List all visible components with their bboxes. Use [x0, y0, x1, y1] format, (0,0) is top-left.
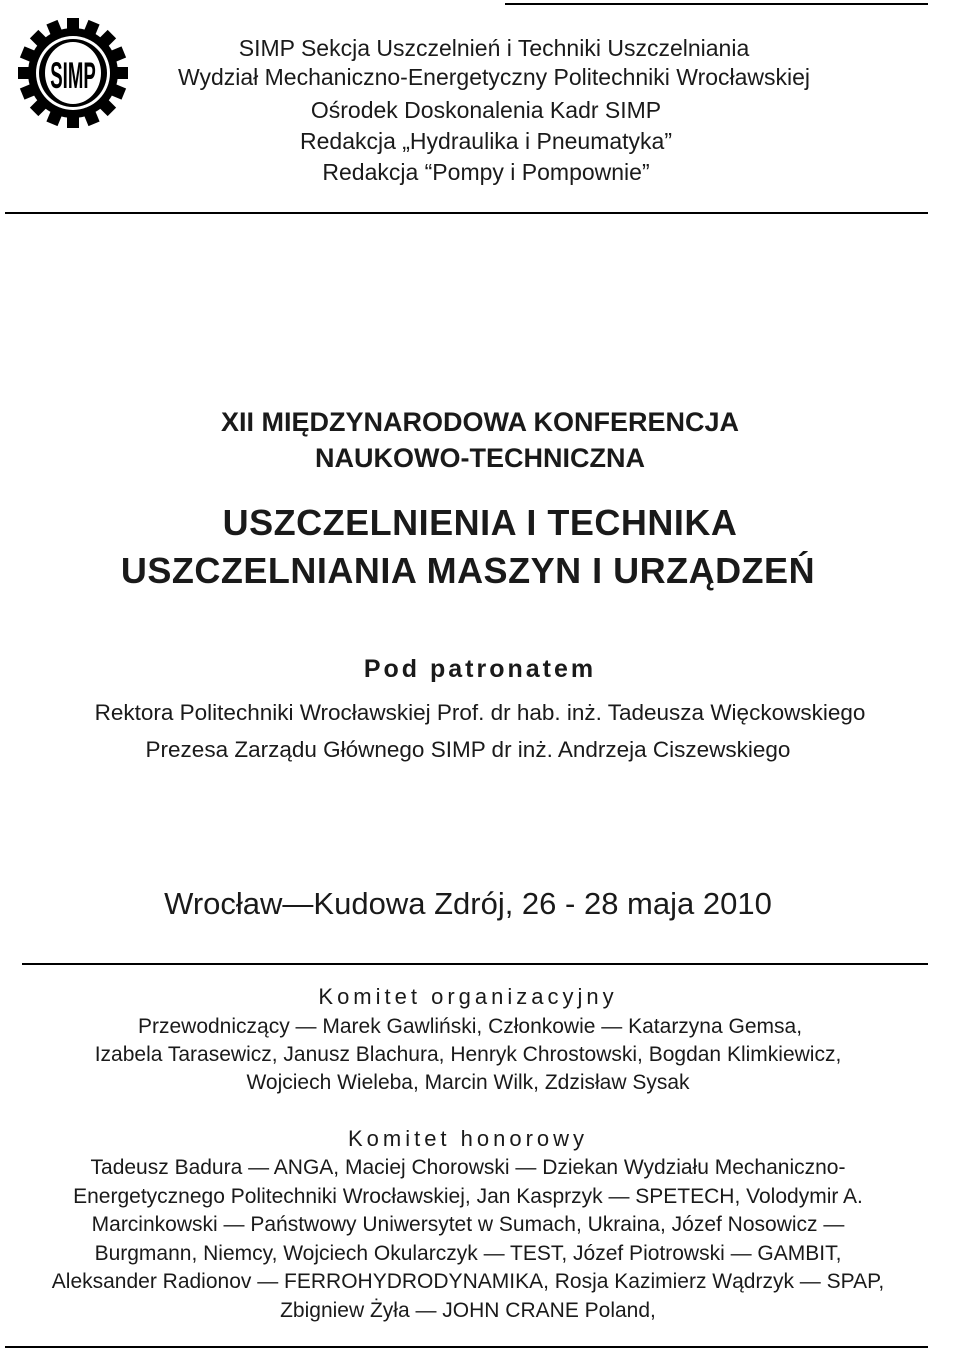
header-line-3: Ośrodek Doskonalenia Kadr SIMP: [310, 97, 662, 123]
conference-title-1: USZCZELNIENIA I TECHNIKA: [222, 502, 738, 543]
honorary-committee-line-1: Tadeusz Badura — ANGA, Maciej Chorowski — Dziekan Wydziału Mechaniczno-: [90, 1156, 846, 1179]
organizing-committee-line-3: Wojciech Wieleba, Marcin Wilk, Zdzisław Sysak: [246, 1071, 690, 1094]
conference-title-2: USZCZELNIANIA MASZYN I URZĄDZEŃ: [120, 550, 816, 591]
honorary-committee-line-3: Marcinkowski — Państwowy Uniwersytet w Sumach, Ukraina, Józef Nosowicz —: [91, 1213, 845, 1236]
header-rule: [5, 212, 928, 214]
honorary-committee-heading: Komitet honorowy: [347, 1126, 589, 1151]
honorary-committee-line-6: Zbigniew Żyła — JOHN CRANE Poland,: [280, 1299, 656, 1322]
organizing-committee-line-1: Przewodniczący — Marek Gawliński, Członkowie — Katarzyna Gemsa,: [137, 1015, 803, 1038]
honorary-committee-line-5: Aleksander Radionov — FERROHYDRODYNAMIKA, Rosja Kazimierz Wądrzyk — SPAP,: [51, 1270, 885, 1293]
organizing-committee-heading: Komitet organizacyjny: [318, 984, 618, 1009]
conference-subtitle-1: XII MIĘDZYNARODOWA KONFERENCJA: [220, 407, 740, 437]
header-line-2: Wydział Mechaniczno-Energetyczny Politechniki Wrocławskiej: [177, 64, 811, 90]
header-line-5: Redakcja “Pompy i Pompownie”: [322, 159, 650, 185]
bottom-rule: [5, 1346, 928, 1348]
honorary-committee-line-2: Energetycznego Politechniki Wrocławskiej, Jan Kasprzyk — SPETECH, Volodymir A.: [73, 1185, 863, 1208]
honorary-committee-line-4: Burgmann, Niemcy, Wojciech Okularczyk — TEST, Józef Piotrowski — GAMBIT,: [94, 1242, 842, 1265]
patronage-line-2: Prezesa Zarządu Głównego SIMP dr inż. Andrzeja Ciszewskiego: [145, 737, 791, 762]
event-place-date: Wrocław—Kudowa Zdrój, 26 - 28 maja 2010: [164, 886, 772, 921]
top-rule: [505, 3, 928, 5]
conference-subtitle-2: NAUKOWO-TECHNICZNA: [315, 443, 645, 473]
gear-tooth: [67, 18, 79, 32]
patronage-line-1: Rektora Politechniki Wrocławskiej Prof. dr hab. inż. Tadeusza Więckowskiego: [94, 700, 866, 725]
patronage-heading: Pod patronatem: [363, 655, 597, 683]
header-line-1: SIMP Sekcja Uszczelnień i Techniki Uszczelniania: [238, 35, 750, 61]
organizing-committee-line-2: Izabela Tarasewicz, Janusz Blachura, Henryk Chrostowski, Bogdan Klimkiewicz,: [94, 1043, 842, 1066]
header-line-4: Redakcja „Hydraulika i Pneumatyka”: [300, 128, 672, 154]
event-rule: [22, 963, 928, 965]
logo-text: SIMP: [50, 55, 96, 97]
